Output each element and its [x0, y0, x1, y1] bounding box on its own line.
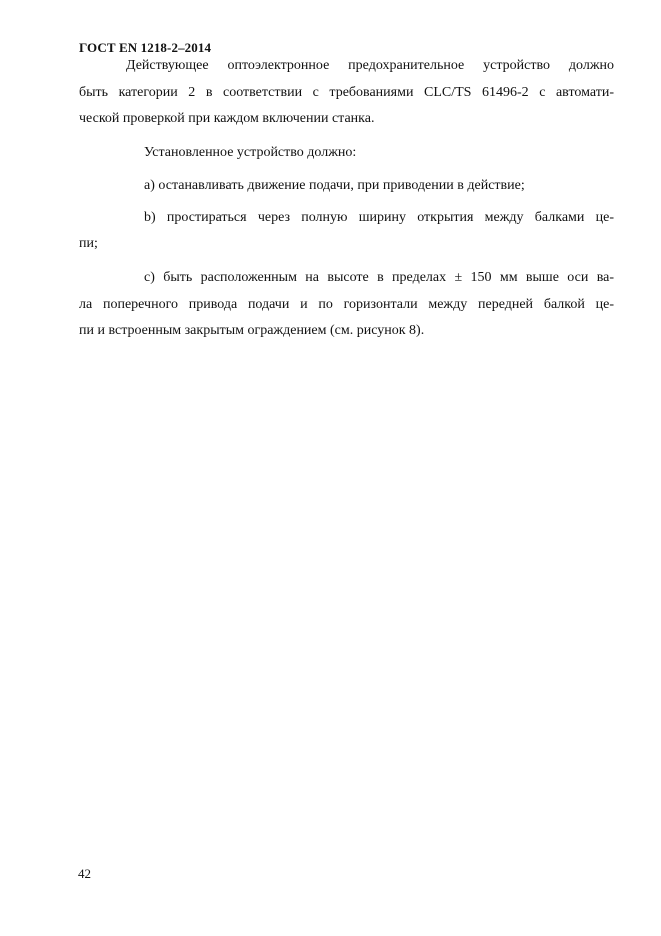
document-code-header: ГОСТ EN 1218-2–2014 [79, 40, 212, 55]
list-item-c-line-2: ла поперечного привода подачи и по горизонтали между передней балкой це- [79, 297, 614, 312]
list-item-c-line-1: с) быть расположенным на высоте в пределах ± 150 мм выше оси ва- [144, 270, 614, 285]
paragraph-1-line-1: Действующее оптоэлектронное предохранительное устройство должно [126, 58, 614, 73]
list-intro: Установленное устройство должно: [144, 145, 357, 160]
list-item-c-line-3: пи и встроенным закрытым ограждением (см. рисунок 8). [79, 323, 425, 338]
list-item-b-line-1: b) простираться через полную ширину открытия между балками це- [144, 210, 614, 225]
page-number: 42 [78, 866, 91, 881]
list-item-b-line-2: пи; [79, 236, 98, 251]
paragraph-1-line-3: ческой проверкой при каждом включении станка. [79, 111, 375, 126]
list-item-a: а) останавливать движение подачи, при приводении в действие; [144, 178, 525, 193]
paragraph-1-line-2: быть категории 2 в соответствии с требованиями CLC/TS 61496-2 с автомати- [79, 85, 614, 100]
